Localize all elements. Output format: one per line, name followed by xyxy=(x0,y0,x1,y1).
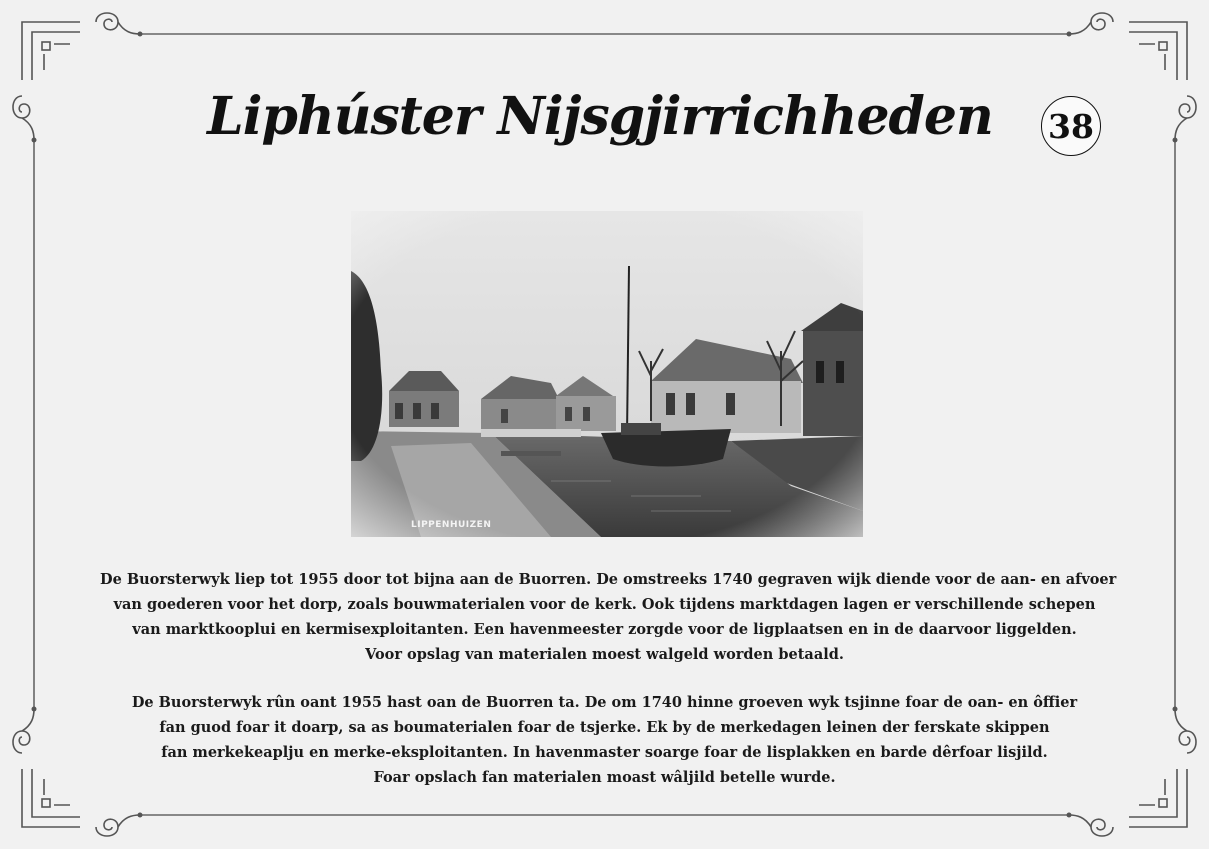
text-line: fan merkekeaplju en merke-eksploitanten. In havenmaster soarge foar de lisplakken en barde dêrfoar lisjild. xyxy=(161,744,1048,761)
photo-caption: LIPPENHUIZEN xyxy=(411,520,492,530)
text-line: Voor opslag van materialen moest walgeld worden betaald. xyxy=(365,646,844,663)
text-line: fan guod foar it doarp, sa as boumaterialen foar de tsjerke. Ek by de merkedagen leinen der ferskate skippen xyxy=(159,719,1050,736)
text-line: De Buorsterwyk rûn oant 1955 hast oan de Buorren ta. De om 1740 hinne groeven wyk tsjinne foar de oan- en ôffier xyxy=(131,694,1078,711)
text-line: van marktkooplui en kermisexploitanten. Een havenmeester zorgde voor de ligplaatsen en in de daarvoor liggelden. xyxy=(132,621,1077,638)
historic-photo xyxy=(351,211,863,537)
page-title: Liphúster Nijsgjirrichheden xyxy=(207,86,993,147)
text-line: van goederen voor het dorp, zoals bouwmaterialen voor de kerk. Ook tijdens marktdagen lagen er verschillende schepen xyxy=(113,596,1096,613)
paragraph-frisian xyxy=(100,690,1109,790)
text-line: De Buorsterwyk liep tot 1955 door tot bijna aan de Buorren. De omstreeks 1740 gegraven wijk diende voor de aan- en afvoer xyxy=(100,571,1117,588)
corner-ornament-top-left xyxy=(13,13,140,140)
page-number-badge: 38 xyxy=(1041,96,1101,156)
text-line: Foar opslach fan materialen moast wâljild betelle wurde. xyxy=(373,769,836,786)
paragraph-dutch xyxy=(100,567,1117,667)
